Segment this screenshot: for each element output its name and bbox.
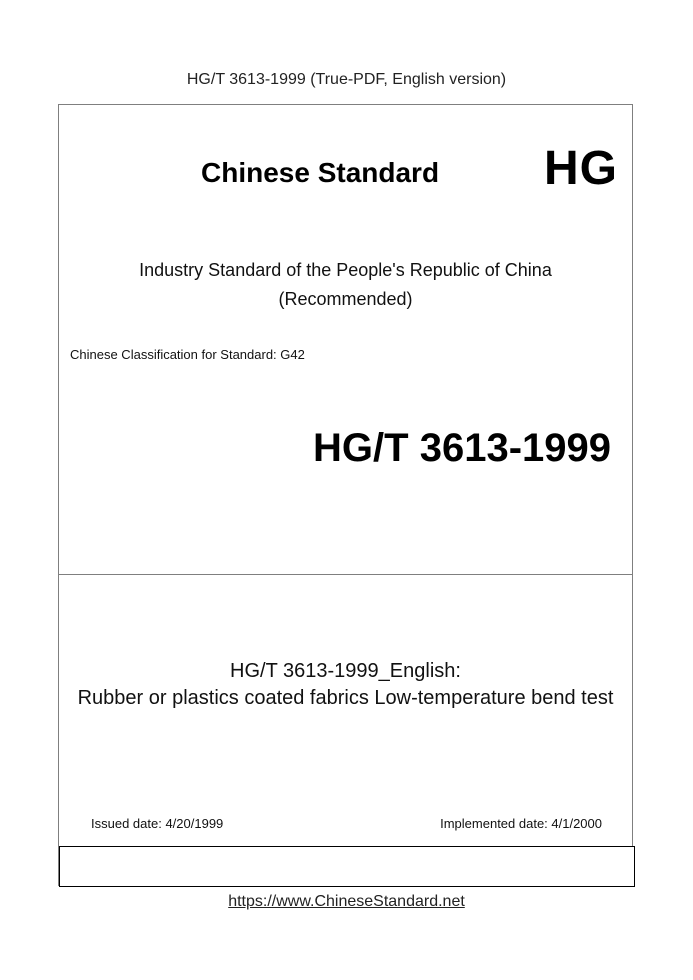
- document-kind-heading: Chinese Standard: [201, 157, 440, 188]
- website-link[interactable]: https://www.ChineseStandard.net: [228, 893, 465, 910]
- document-title-code: HG/T 3613-1999_English:: [230, 660, 461, 682]
- implemented-date: Implemented date: 4/1/2000: [440, 816, 602, 831]
- section-divider: [58, 574, 633, 575]
- industry-standard-line: Industry Standard of the People's Republic of China: [139, 260, 552, 280]
- industry-code-mark: HG: [544, 142, 618, 195]
- issued-date: Issued date: 4/20/1999: [91, 816, 224, 831]
- document-title: Rubber or plastics coated fabrics Low-temperature bend test: [77, 687, 614, 709]
- standard-number: HG/T 3613-1999: [313, 426, 611, 470]
- recommended-note: (Recommended): [278, 289, 413, 309]
- page-header-title: HG/T 3613-1999 (True-PDF, English version): [186, 71, 507, 88]
- classification-code: Chinese Classification for Standard: G42: [70, 347, 305, 362]
- cover-frame: [58, 104, 633, 886]
- bottom-box: [59, 846, 635, 887]
